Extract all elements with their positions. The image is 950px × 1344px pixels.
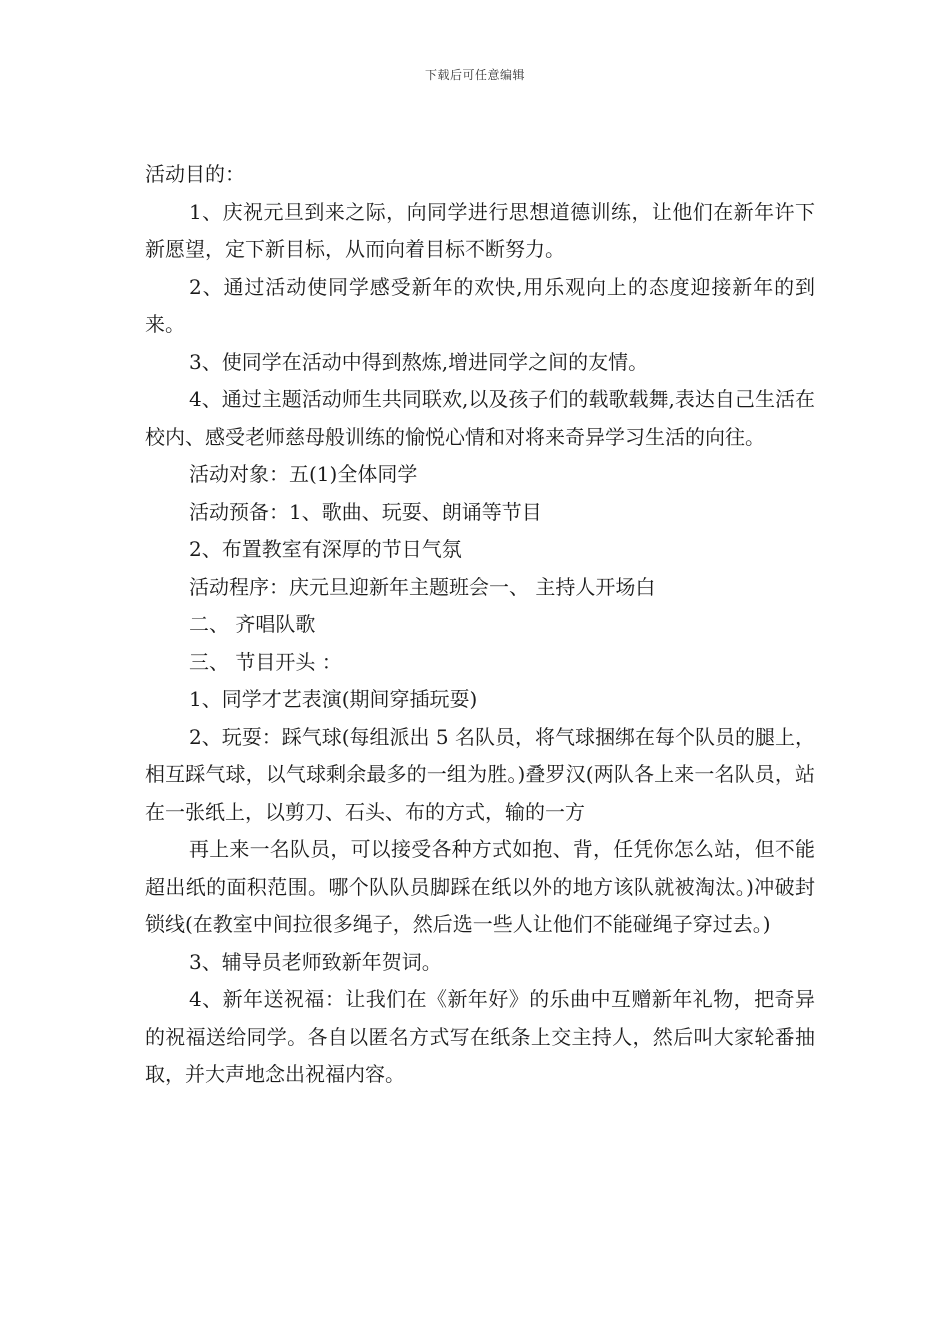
- paragraph-purpose-4: 4、通过主题活动师生共同联欢,以及孩子们的载歌载舞,表达自己生活在校内、感受老师慈母般训练的愉悦心情和对将来奇异学习生活的向往。: [145, 387, 815, 449]
- paragraph-purpose-1: 1、庆祝元旦到来之际，向同学进行思想道德训练，让他们在新年许下新愿望，定下新目标，从而向着目标不断努力。: [145, 199, 815, 261]
- paragraph-procedure-2: 二、 齐唱队歌: [189, 612, 316, 636]
- paragraph-program-2-cont: 再上来一名队员，可以接受各种方式如抱、背，任凭你怎么站，但不能超出纸的面积范围。哪个队队员脚踩在纸以外的地方该队就被淘汰。)冲破封锁线(在教室中间拉很多绳子，然后选一些人让他们不能碰绳子穿过去。): [145, 837, 815, 936]
- section-heading-purpose: 活动目的：: [145, 162, 245, 186]
- paragraph-purpose-2: 2、通过活动使同学感受新年的欢快,用乐观向上的态度迎接新年的到来。: [145, 274, 815, 336]
- document-body: [145, 156, 815, 1094]
- page-header-note: 下载后可任意编辑: [424, 68, 525, 82]
- paragraph-preparation-2: 2、布置教室有深厚的节日气氛: [189, 537, 462, 561]
- paragraph-preparation-1: 活动预备：1、歌曲、玩耍、朗诵等节目: [189, 499, 542, 524]
- paragraph-procedure-1: 活动程序：庆元旦迎新年主题班会一、 主持人开场白: [189, 574, 656, 599]
- paragraph-program-4: 4、新年送祝福：让我们在《新年好》的乐曲中互赠新年礼物，把奇异的祝福送给同学。各自以匿名方式写在纸条上交主持人，然后叫大家轮番抽取，并大声地念出祝福内容。: [145, 987, 815, 1086]
- paragraph-audience: 活动对象：五(1)全体同学: [189, 462, 418, 486]
- paragraph-procedure-3: 三、 节目开头 ：: [189, 649, 342, 674]
- paragraph-program-1: 1、同学才艺表演(期间穿插玩耍): [189, 687, 478, 711]
- paragraph-purpose-3: 3、使同学在活动中得到熬炼,增进同学之间的友情。: [189, 349, 649, 374]
- paragraph-program-3: 3、辅导员老师致新年贺词。: [189, 949, 442, 974]
- paragraph-program-2: 2、玩耍：踩气球(每组派出 5 名队员，将气球捆绑在每个队员的腿上，相互踩气球，以气球剩余最多的一组为胜。)叠罗汉(两队各上来一名队员，站在一张纸上，以剪刀、石头、布的方式，输的一方: [145, 724, 815, 824]
